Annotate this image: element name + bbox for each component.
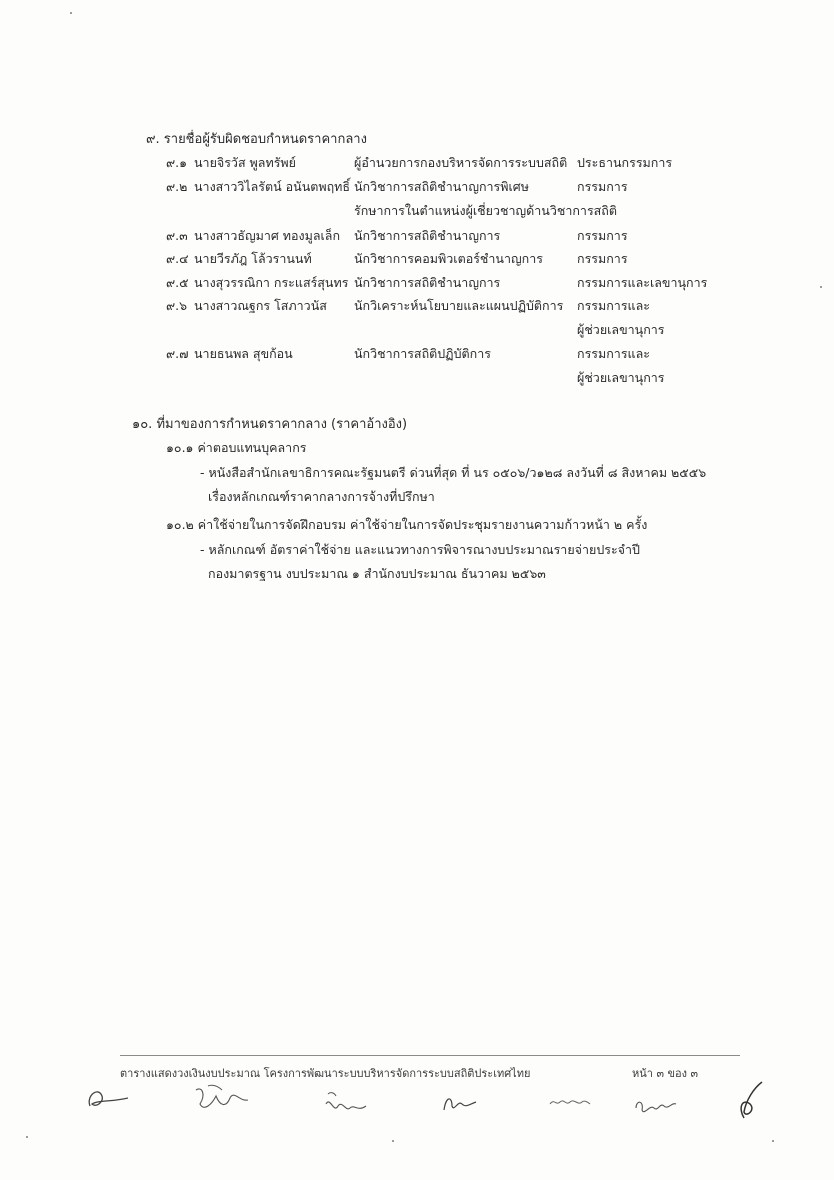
member-role: กรรมการ [577,251,628,266]
member-name: นางสาวธัญมาศ ทองมูลเล็ก [194,228,341,243]
member-position: นักวิเคราะห์นโยบายและแผนปฏิบัติการ [354,298,564,313]
signature-5 [548,1094,592,1110]
scan-speck [392,1140,394,1142]
signature-1 [84,1080,134,1114]
member-position-line2: รักษาการในตำแหน่งผู้เชี่ยวชาญด้านวิชาการสถิติ [354,203,617,218]
member-role: กรรมการ [577,228,628,243]
signature-3 [322,1090,372,1120]
section-10-2-title: ๑๐.๒ ค่าใช้จ่ายในการจัดฝึกอบรม ค่าใช้จ่ายในการจัดประชุมรายงานความก้าวหน้า ๒ ครั้ง [166,517,648,532]
member-role-line2: ผู้ช่วยเลขานุการ [577,322,665,337]
signature-7 [736,1078,766,1124]
signature-5-scribble [548,1094,592,1110]
member-num: ๙.๖ [166,298,188,313]
footer-page-number: หน้า ๓ ของ ๓ [632,1067,698,1080]
section-10-1-line1: - หนังสือสำนักเลขาธิการคณะรัฐมนตรี ด่วนที่สุด ที่ นร ๐๕๐๖/ว๑๒๘ ลงวันที่ ๘ สิงหาคม ๒๕๕๖ [200,465,707,480]
member-position: นักวิชาการสถิติชำนาญการพิเศษ [354,179,529,194]
scan-speck [820,286,822,288]
footer-divider [120,1055,740,1056]
section-10-2-line2: กองมาตรฐาน งบประมาณ ๑ สำนักงบประมาณ ธันวาคม ๒๕๖๓ [208,566,546,581]
member-position: นักวิชาการสถิติชำนาญการ [354,275,501,290]
member-name: นางสุวรรณิกา กระแสร์สุนทร [194,275,349,290]
section-10-1-title: ๑๐.๑ ค่าตอบแทนบุคลากร [166,440,307,455]
member-position: ผู้อำนวยการกองบริหารจัดการระบบสถิติ [354,155,568,170]
member-num: ๙.๕ [166,275,189,290]
member-num: ๙.๗ [166,346,189,361]
member-name: นายวีรภัฎ โล้วรานนท์ [194,251,312,266]
footer-document-title: ตารางแสดงวงเงินงบประมาณ โครงการพัฒนาระบบบริหารจัดการระบบสถิติประเทศไทย [120,1067,531,1080]
signature-1-scribble [84,1080,134,1114]
member-role: ประธานกรรมการ [577,155,673,170]
section-10-1-line2: เรื่องหลักเกณฑ์ราคากลางการจ้างที่ปรึกษา [208,489,435,504]
member-num: ๙.๓ [166,228,188,243]
member-position: นักวิชาการคอมพิวเตอร์ชำนาญการ [354,251,543,266]
member-name: นายธนพล สุขก้อน [194,346,293,361]
member-role: กรรมการ [577,179,628,194]
member-name: นายจิรวัส พูลทรัพย์ [194,155,296,170]
member-role: กรรมการและ [577,346,650,361]
signature-7-scribble [736,1078,766,1124]
member-role: กรรมการและเลขานุการ [577,275,708,290]
member-role-line2: ผู้ช่วยเลขานุการ [577,370,665,385]
member-role: กรรมการและ [577,298,650,313]
signature-6 [632,1090,680,1120]
section-10-title: ๑๐. ที่มาของการกำหนดราคากลาง (ราคาอ้างอิง) [132,417,408,432]
signature-4 [440,1090,480,1116]
scan-speck [70,12,72,14]
member-num: ๙.๑ [166,155,188,170]
section-9-title: ๙. รายชื่อผู้รับผิดชอบกำหนดราคากลาง [146,132,367,147]
signature-2 [192,1082,252,1116]
signature-3-scribble [322,1090,372,1120]
signature-2-scribble [192,1082,252,1116]
member-name: นางสาววิไลรัตน์ อนันตพฤทธิ์ [194,179,351,194]
member-position: นักวิชาการสถิติปฏิบัติการ [354,346,491,361]
signature-4-scribble [440,1090,480,1116]
signature-6-scribble [632,1090,680,1120]
member-name: นางสาวณฐกร โสภาวนัส [194,298,327,313]
scan-speck [772,1140,774,1142]
member-num: ๙.๔ [166,251,189,266]
member-num: ๙.๒ [166,179,188,194]
scan-speck [26,1136,28,1138]
section-10-2-line1: - หลักเกณฑ์ อัตราค่าใช้จ่าย และแนวทางการพิจารณางบประมาณรายจ่ายประจำปี [200,542,640,557]
member-position: นักวิชาการสถิติชำนาญการ [354,228,501,243]
